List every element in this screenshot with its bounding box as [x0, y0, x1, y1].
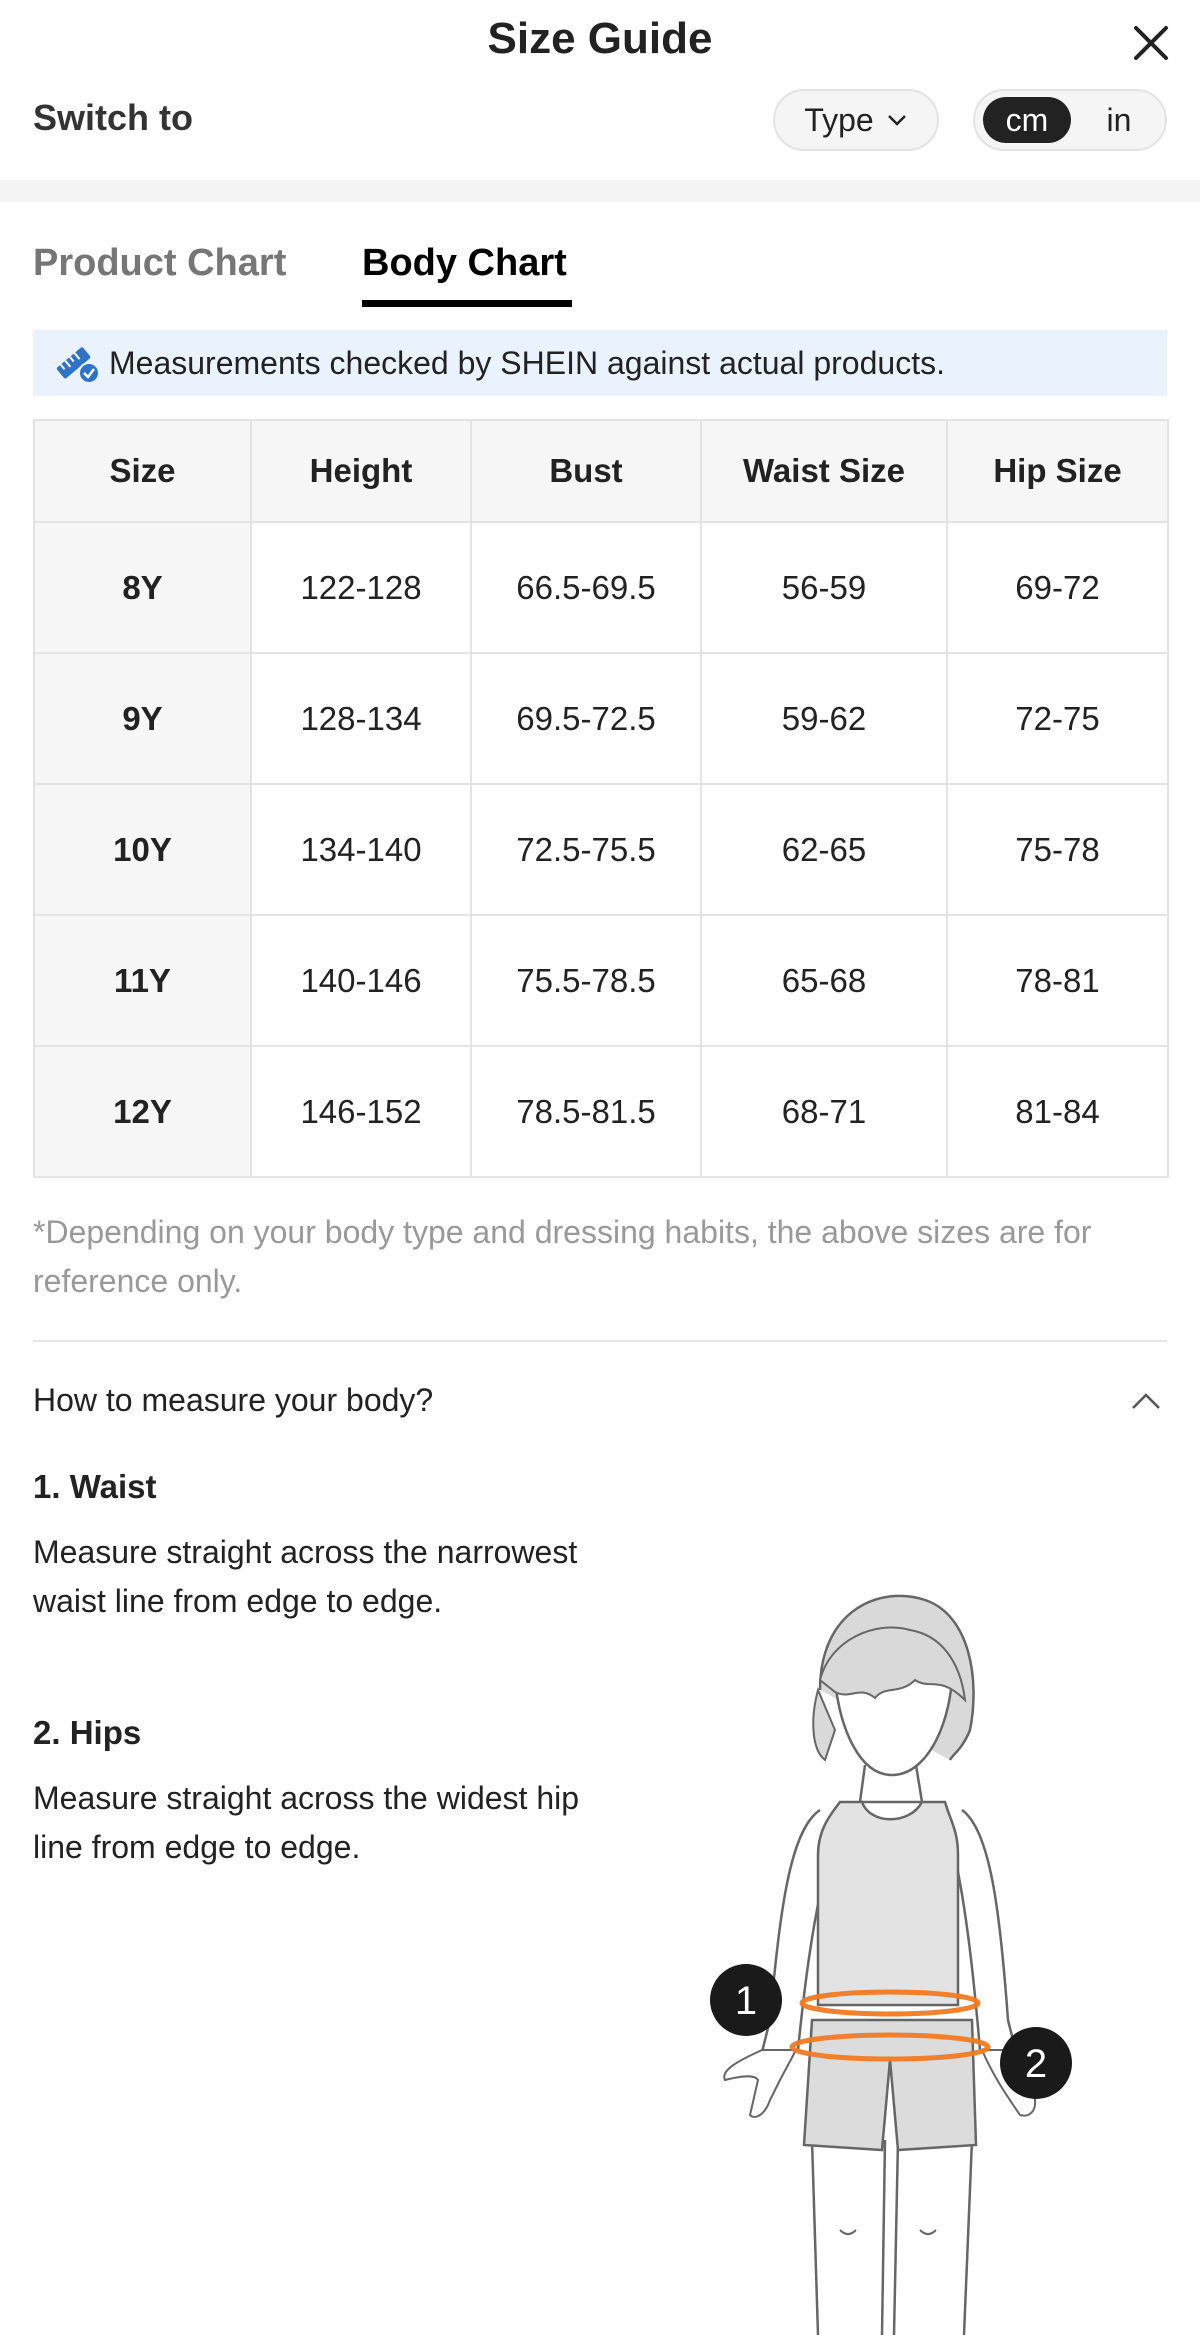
table-row — [34, 784, 1168, 915]
table-row — [34, 653, 1168, 784]
active-tab-indicator — [362, 300, 572, 307]
divider — [33, 1340, 1167, 1342]
tab-product-chart[interactable]: Product Chart — [33, 242, 287, 284]
chevron-down-icon — [886, 113, 908, 127]
step-hips-text: Measure straight across the widest hip line from edge to edge. — [33, 1780, 580, 1865]
waist-cell: 56-59 — [701, 522, 947, 653]
bust-cell: 78.5-81.5 — [471, 1046, 701, 1177]
column-header-hip: Hip Size — [947, 420, 1168, 522]
height-cell: 146-152 — [251, 1046, 471, 1177]
hip-cell: 78-81 — [947, 915, 1168, 1046]
size-cell: 11Y — [34, 915, 251, 1046]
switch-label: Switch to — [33, 97, 193, 138]
notice-text: Measurements checked by SHEIN against actual products. — [109, 344, 945, 381]
chart-tabs — [0, 202, 1200, 310]
type-label: Type — [804, 101, 874, 138]
unit-in-option[interactable]: in — [1106, 101, 1132, 138]
marker-1-waist — [710, 1964, 782, 2036]
size-cell: 8Y — [34, 522, 251, 653]
table-row — [34, 522, 1168, 653]
height-cell: 140-146 — [251, 915, 471, 1046]
column-header-waist: Waist Size — [701, 420, 947, 522]
disclaimer-text: *Depending on your body type and dressing habits, the above sizes are for reference only. — [33, 1214, 1092, 1299]
marker-2-hips — [1000, 2027, 1072, 2099]
size-cell: 12Y — [34, 1046, 251, 1177]
bust-cell: 72.5-75.5 — [471, 784, 701, 915]
size-cell: 10Y — [34, 784, 251, 915]
hip-cell: 72-75 — [947, 653, 1168, 784]
size-table — [33, 419, 1169, 1178]
hip-cell: 69-72 — [947, 522, 1168, 653]
measurement-notice — [33, 330, 1167, 396]
table-row — [34, 915, 1168, 1046]
bust-cell: 69.5-72.5 — [471, 653, 701, 784]
bust-cell: 75.5-78.5 — [471, 915, 701, 1046]
ruler-check-icon — [53, 339, 101, 387]
waist-cell: 65-68 — [701, 915, 947, 1046]
step-waist-title: 1. Waist — [33, 1468, 157, 1505]
tab-body-chart[interactable]: Body Chart — [362, 242, 567, 284]
step-waist-text: Measure straight across the narrowest waist line from edge to edge. — [33, 1534, 578, 1619]
chevron-up-icon[interactable] — [1128, 1390, 1164, 1412]
bust-cell: 66.5-69.5 — [471, 522, 701, 653]
waist-cell: 59-62 — [701, 653, 947, 784]
table-row — [34, 1046, 1168, 1177]
column-header-height: Height — [251, 420, 471, 522]
svg-text:2: 2 — [1024, 2042, 1048, 2086]
body-measurement-illustration — [700, 1580, 1100, 2335]
svg-text:1: 1 — [734, 1979, 758, 2023]
height-cell: 128-134 — [251, 653, 471, 784]
header — [0, 0, 1200, 85]
hip-cell: 81-84 — [947, 1046, 1168, 1177]
page-title: Size Guide — [487, 14, 713, 63]
hip-cell: 75-78 — [947, 784, 1168, 915]
height-cell: 122-128 — [251, 522, 471, 653]
type-dropdown[interactable] — [773, 89, 939, 151]
column-header-bust: Bust — [471, 420, 701, 522]
column-header-size: Size — [34, 420, 251, 522]
table-header-row — [34, 420, 1168, 522]
waist-cell: 68-71 — [701, 1046, 947, 1177]
step-hips-title: 2. Hips — [33, 1714, 142, 1751]
size-cell: 9Y — [34, 653, 251, 784]
section-divider — [0, 180, 1200, 202]
how-to-measure-title[interactable]: How to measure your body? — [33, 1382, 434, 1418]
height-cell: 134-140 — [251, 784, 471, 915]
waist-cell: 62-65 — [701, 784, 947, 915]
close-icon[interactable] — [1128, 20, 1174, 66]
switch-row — [0, 85, 1200, 180]
unit-toggle[interactable] — [973, 89, 1167, 151]
unit-cm-option[interactable]: cm — [983, 97, 1071, 143]
